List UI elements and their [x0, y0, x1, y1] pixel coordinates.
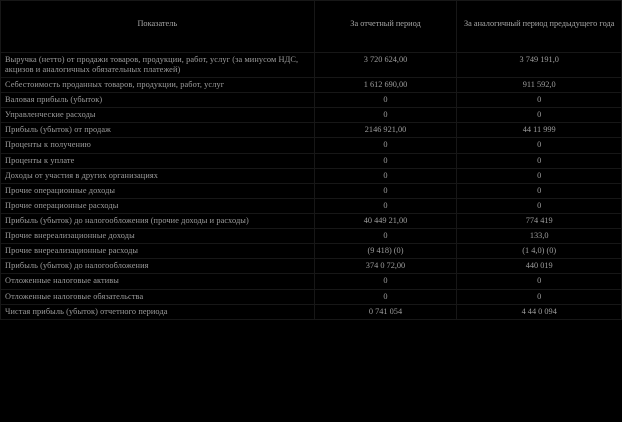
- row-value-current-period: 0: [314, 183, 457, 198]
- table-row: [1, 304, 622, 319]
- column-header-previous-period: За аналогичный период предыдущего года: [457, 1, 622, 53]
- row-value-current-period: 0: [314, 229, 457, 244]
- row-value-previous-period: 4 44 0 094: [457, 304, 622, 319]
- row-label: Управленческие расходы: [1, 108, 315, 123]
- row-label: Выручка (нетто) от продажи товаров, продукции, работ, услуг (за минусом НДС, акцизов и аналогичных обязательных платежей): [1, 52, 315, 77]
- table-row: [1, 213, 622, 228]
- row-value-current-period: 0: [314, 108, 457, 123]
- row-value-current-period: 0: [314, 289, 457, 304]
- row-value-current-period: 0: [314, 153, 457, 168]
- table-row: [1, 274, 622, 289]
- row-value-previous-period: 911 592,0: [457, 78, 622, 93]
- table-row: [1, 183, 622, 198]
- row-label: Проценты к получению: [1, 138, 315, 153]
- table-row: [1, 153, 622, 168]
- table-row: [1, 52, 622, 77]
- table-row: [1, 229, 622, 244]
- table-header: [1, 1, 622, 53]
- row-label: Прочие операционные расходы: [1, 198, 315, 213]
- column-header-indicator: Показатель: [1, 1, 315, 53]
- row-value-current-period: (9 418) (0): [314, 244, 457, 259]
- row-value-current-period: 0: [314, 274, 457, 289]
- table-row: [1, 108, 622, 123]
- row-value-current-period: 0: [314, 168, 457, 183]
- table-row: [1, 78, 622, 93]
- row-value-previous-period: 0: [457, 153, 622, 168]
- row-value-previous-period: 0: [457, 138, 622, 153]
- row-label: Валовая прибыль (убыток): [1, 93, 315, 108]
- row-value-previous-period: 0: [457, 289, 622, 304]
- table-body: [1, 52, 622, 319]
- table-row: [1, 244, 622, 259]
- row-label: Отложенные налоговые активы: [1, 274, 315, 289]
- row-value-previous-period: 774 419: [457, 213, 622, 228]
- row-value-previous-period: 440 019: [457, 259, 622, 274]
- table-row: [1, 168, 622, 183]
- table-row: [1, 289, 622, 304]
- row-value-current-period: 2146 921,00: [314, 123, 457, 138]
- row-label: Чистая прибыль (убыток) отчетного периода: [1, 304, 315, 319]
- row-value-previous-period: 44 11 999: [457, 123, 622, 138]
- row-label: Прочие внереализационные расходы: [1, 244, 315, 259]
- table-row: [1, 198, 622, 213]
- row-label: Прибыль (убыток) до налогообложения (прочие доходы и расходы): [1, 213, 315, 228]
- row-label: Доходы от участия в других организациях: [1, 168, 315, 183]
- row-value-current-period: 0: [314, 138, 457, 153]
- row-label: Проценты к уплате: [1, 153, 315, 168]
- table-row: [1, 93, 622, 108]
- row-label: Прочие операционные доходы: [1, 183, 315, 198]
- row-value-current-period: 0: [314, 93, 457, 108]
- row-label: Отложенные налоговые обязательства: [1, 289, 315, 304]
- row-value-previous-period: 0: [457, 183, 622, 198]
- column-header-current-period: За отчетный период: [314, 1, 457, 53]
- row-value-previous-period: 3 749 191,0: [457, 52, 622, 77]
- row-value-previous-period: 0: [457, 168, 622, 183]
- table-row: [1, 123, 622, 138]
- row-value-current-period: 374 0 72,00: [314, 259, 457, 274]
- row-label: Себестоимость проданных товаров, продукции, работ, услуг: [1, 78, 315, 93]
- row-value-previous-period: 0: [457, 93, 622, 108]
- row-value-previous-period: 0: [457, 108, 622, 123]
- row-value-current-period: 3 720 624,00: [314, 52, 457, 77]
- row-value-previous-period: 0: [457, 198, 622, 213]
- row-value-previous-period: (1 4,0) (0): [457, 244, 622, 259]
- row-value-previous-period: 0: [457, 274, 622, 289]
- table-row: [1, 259, 622, 274]
- table-row: [1, 138, 622, 153]
- row-value-previous-period: 133,0: [457, 229, 622, 244]
- row-value-current-period: 0: [314, 198, 457, 213]
- row-label: Прочие внереализационные доходы: [1, 229, 315, 244]
- row-label: Прибыль (убыток) до налогообложения: [1, 259, 315, 274]
- row-value-current-period: 0 741 054: [314, 304, 457, 319]
- row-label: Прибыль (убыток) от продаж: [1, 123, 315, 138]
- row-value-current-period: 40 449 21,00: [314, 213, 457, 228]
- table-header-row: [1, 1, 622, 53]
- row-value-current-period: 1 612 690,00: [314, 78, 457, 93]
